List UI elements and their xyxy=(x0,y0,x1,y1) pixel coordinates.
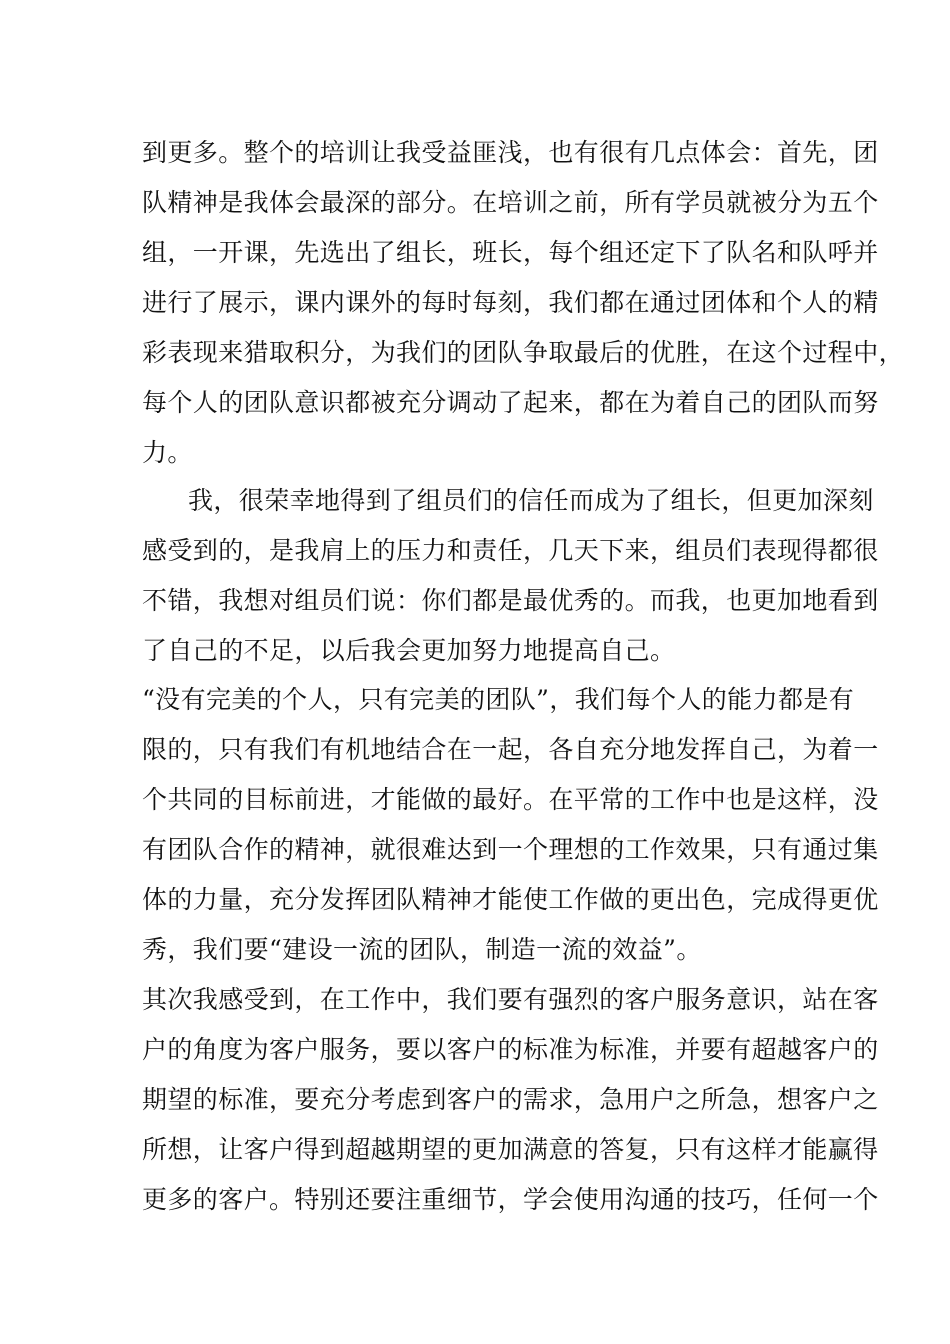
text-line: 体的力量，充分发挥团队精神才能使工作做的更出色，完成得更优 xyxy=(142,885,879,914)
text-line: 所想，让客户得到超越期望的更加满意的答复，只有这样才能赢得 xyxy=(142,1135,879,1164)
text-line: 了自己的不足，以后我会更加努力地提高自己。 xyxy=(142,636,676,665)
text-line: 秀，我们要“建设一流的团队，制造一流的效益”。 xyxy=(142,935,702,964)
text-line: 每个人的团队意识都被充分调动了起来，都在为着自己的团队而努 xyxy=(142,388,879,417)
text-line: 力。 xyxy=(142,438,193,467)
text-line: 其次我感受到，在工作中，我们要有强烈的客户服务意识，站在客 xyxy=(142,985,879,1014)
text-line: 组，一开课，先选出了组长，班长，每个组还定下了队名和队呼并 xyxy=(142,238,879,267)
text-line: 到更多。整个的培训让我受益匪浅，也有很有几点体会：首先，团 xyxy=(142,138,879,167)
text-line: 彩表现来猎取积分，为我们的团队争取最后的优胜，在这个过程中， xyxy=(142,338,905,367)
text-line: 限的，只有我们有机地结合在一起，各自充分地发挥自己，为着一 xyxy=(142,735,879,764)
text-line: 不错，我想对组员们说：你们都是最优秀的。而我，也更加地看到 xyxy=(142,586,879,615)
text-line: 有团队合作的精神，就很难达到一个理想的工作效果，只有通过集 xyxy=(142,835,879,864)
text-line: 感受到的，是我肩上的压力和责任，几天下来，组员们表现得都很 xyxy=(142,536,879,565)
text-line: 队精神是我体会最深的部分。在培训之前，所有学员就被分为五个 xyxy=(142,188,879,217)
text-line: 户的角度为客户服务，要以客户的标准为标准，并要有超越客户的 xyxy=(142,1035,879,1064)
text-line: 我，很荣幸地得到了组员们的信任而成为了组长，但更加深刻 xyxy=(188,486,874,515)
text-line: 进行了展示，课内课外的每时每刻，我们都在通过团体和个人的精 xyxy=(142,288,879,317)
text-line: 个共同的目标前进，才能做的最好。在平常的工作中也是这样，没 xyxy=(142,785,879,814)
text-line: 更多的客户。特别还要注重细节，学会使用沟通的技巧，任何一个 xyxy=(142,1185,879,1214)
text-line: “没有完美的个人，只有完美的团队”，我们每个人的能力都是有 xyxy=(142,685,855,714)
text-line: 期望的标准，要充分考虑到客户的需求，急用户之所急，想客户之 xyxy=(142,1085,879,1114)
